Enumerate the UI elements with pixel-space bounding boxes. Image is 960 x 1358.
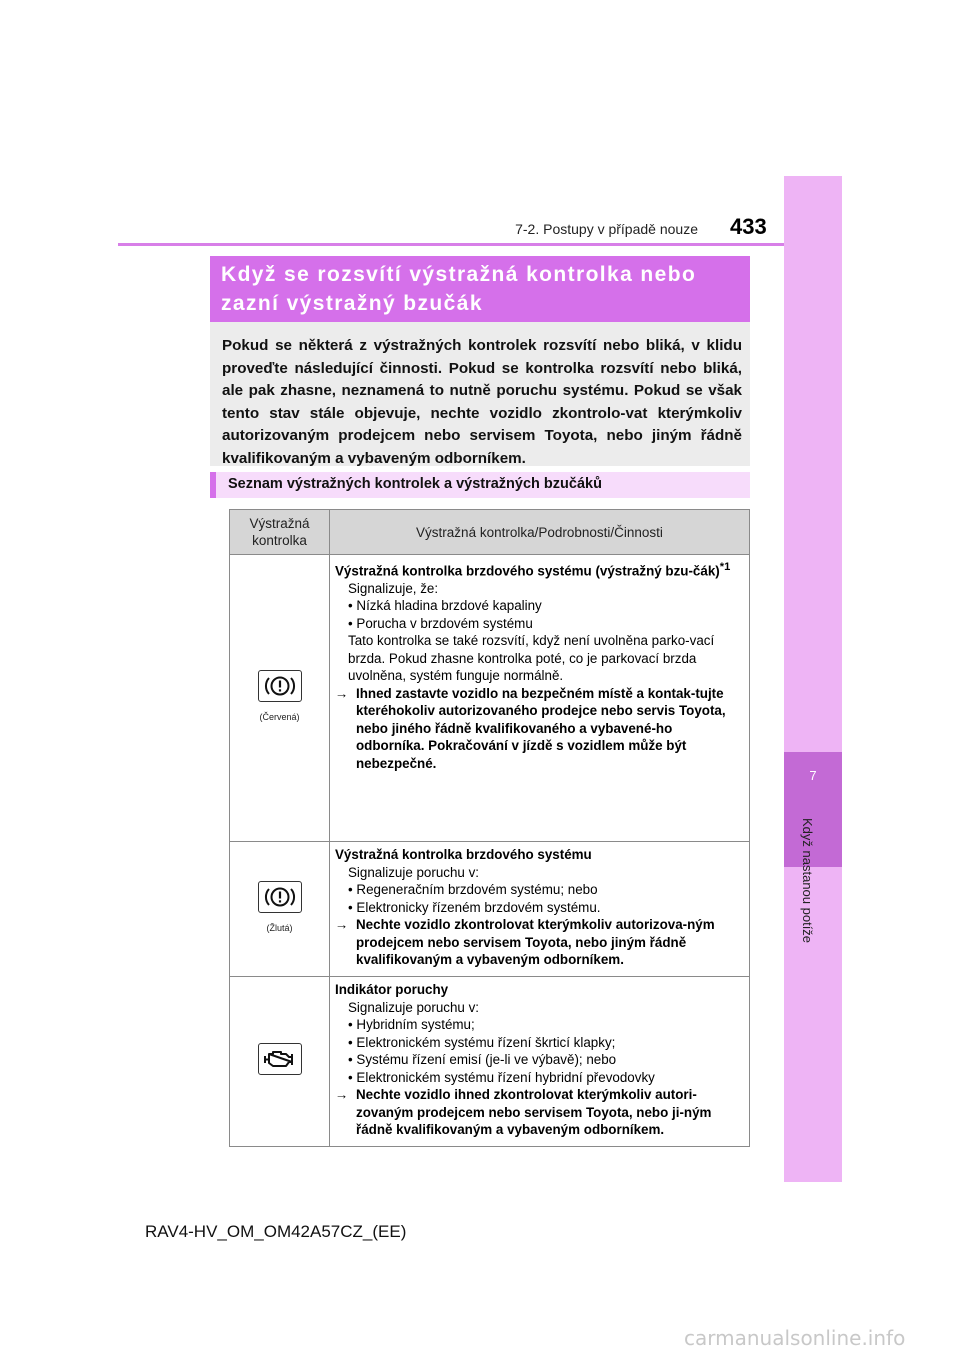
row-bullet: • Regeneračním brzdovém systému; nebo xyxy=(348,882,598,897)
footnote-marker: *1 xyxy=(719,561,731,573)
header-description-column: Výstražná kontrolka/Podrobnosti/Činnosti xyxy=(330,510,750,555)
description-cell xyxy=(330,555,750,842)
header-icon-line-2: kontrolka xyxy=(252,533,307,548)
row-action xyxy=(335,1086,743,1139)
header-icon-column xyxy=(230,510,330,555)
description-cell xyxy=(330,842,750,977)
model-code: RAV4-HV_OM_OM42A57CZ_(EE) xyxy=(145,1222,407,1241)
icon-cell xyxy=(230,842,330,977)
row-title xyxy=(335,559,743,580)
row-title: Indikátor poruchy xyxy=(335,982,449,997)
banner-line-1: Když se rozsvítí výstražná kontrolka nebo xyxy=(221,263,697,286)
brake-warning-icon xyxy=(258,881,302,913)
row-intro: Signalizuje poruchu v: xyxy=(348,999,480,1015)
row-bullet: • Elektronickém systému řízení škrticí klapky; xyxy=(348,1034,616,1050)
row-action xyxy=(335,916,743,969)
intro-text: Pokud se některá z výstražných kontrolek rozsvítí nebo bliká, v klidu proveďte následující činnosti. Pokud se kontrolka rozsvítí nebo bliká, ale pak zhasne, neznamená to nutně poruchu systému. Pokud se však tento stav stále objevuje, nechte vozidlo zkontrolo-vat kterýmkoliv autorizovaným prodejcem nebo servisem Toyota, nebo jiným řádně kvalifikovaným a vybaveným odborníkem. xyxy=(210,322,750,466)
chapter-title: Když nastanou potíže xyxy=(800,818,815,944)
row-bullet: • Elektronickém systému řízení hybridní převodovky xyxy=(348,1069,655,1085)
description-cell xyxy=(330,977,750,1147)
engine-malfunction-icon xyxy=(258,1043,302,1075)
row-bullet: • Nízká hladina brzdové kapaliny xyxy=(348,598,542,614)
action-arrow-icon: → xyxy=(335,917,349,932)
chapter-number: 7 xyxy=(809,768,817,783)
watermark: carmanualsonline.info xyxy=(684,1326,906,1350)
banner-line-2: zazní výstražný bzučák xyxy=(221,292,483,315)
row-note: Tato kontrolka se také rozsvítí, když není uvolněna parko-vací brzda. Pokud zhasne kontrolka poté, co je parkovací brzda uvolněna, systém funguje normálně. xyxy=(348,633,715,684)
row-bullet: • Elektronicky řízeném brzdovém systému. xyxy=(348,899,601,915)
row-action-text: Nechte vozidlo ihned zkontrolovat kterýmkoliv autori-zovaným prodejcem nebo servisem Toyota, nebo ji-ným řádně kvalifikovaným a vybaveným odborníkem. xyxy=(356,1087,712,1137)
row-title-text: Výstražná kontrolka brzdového systému (výstražný bzu-čák) xyxy=(335,563,720,579)
icon-cell xyxy=(230,555,330,842)
section-heading: 7-2. Postupy v případě nouze xyxy=(515,221,698,237)
section-subheading: Seznam výstražných kontrolek a výstražných bzučáků xyxy=(210,472,750,498)
icon-caption-red: (Červená) xyxy=(259,711,300,722)
action-arrow-icon: → xyxy=(335,1087,349,1102)
chapter-side-tab xyxy=(784,176,842,1182)
brake-warning-icon xyxy=(258,670,302,702)
row-intro: Signalizuje, že: xyxy=(348,580,439,596)
header-icon-line-1: Výstražná xyxy=(249,516,310,531)
icon-caption-yellow: (Žlutá) xyxy=(266,922,293,933)
warning-lights-table xyxy=(229,509,750,1147)
table-row xyxy=(230,555,750,842)
icon-cell xyxy=(230,977,330,1147)
row-action xyxy=(335,685,743,773)
row-action-text: Ihned zastavte vozidlo na bezpečném místě a kontak-tujte kteréhokoliv autorizovaného prodejce nebo servis Toyota, nebo jiného řádně kvalifikovaného a vybavené-ho odborníka. Pokračování v jízdě s vozidlem může být nebezpečné. xyxy=(356,685,726,771)
row-bullet: • Porucha v brzdovém systému xyxy=(348,615,533,631)
topic-banner xyxy=(210,256,750,322)
row-action-text: Nechte vozidlo zkontrolovat kterýmkoliv autorizova-ným prodejcem nebo servisem Toyota, nebo jiným řádně kvalifikovaným a vybaveným odborníkem. xyxy=(356,917,715,967)
row-title: Výstražná kontrolka brzdového systému xyxy=(335,847,592,862)
table-header-row xyxy=(230,510,750,555)
header-rule xyxy=(118,243,784,246)
page-number: 433 xyxy=(730,214,767,239)
row-bullet: • Hybridním systému; xyxy=(348,1017,475,1032)
row-intro: Signalizuje poruchu v: xyxy=(348,864,480,880)
table-row xyxy=(230,977,750,1147)
action-arrow-icon: → xyxy=(335,685,349,701)
row-bullet: • Systému řízení emisí (je-li ve výbavě); nebo xyxy=(348,1052,617,1067)
table-row xyxy=(230,842,750,977)
